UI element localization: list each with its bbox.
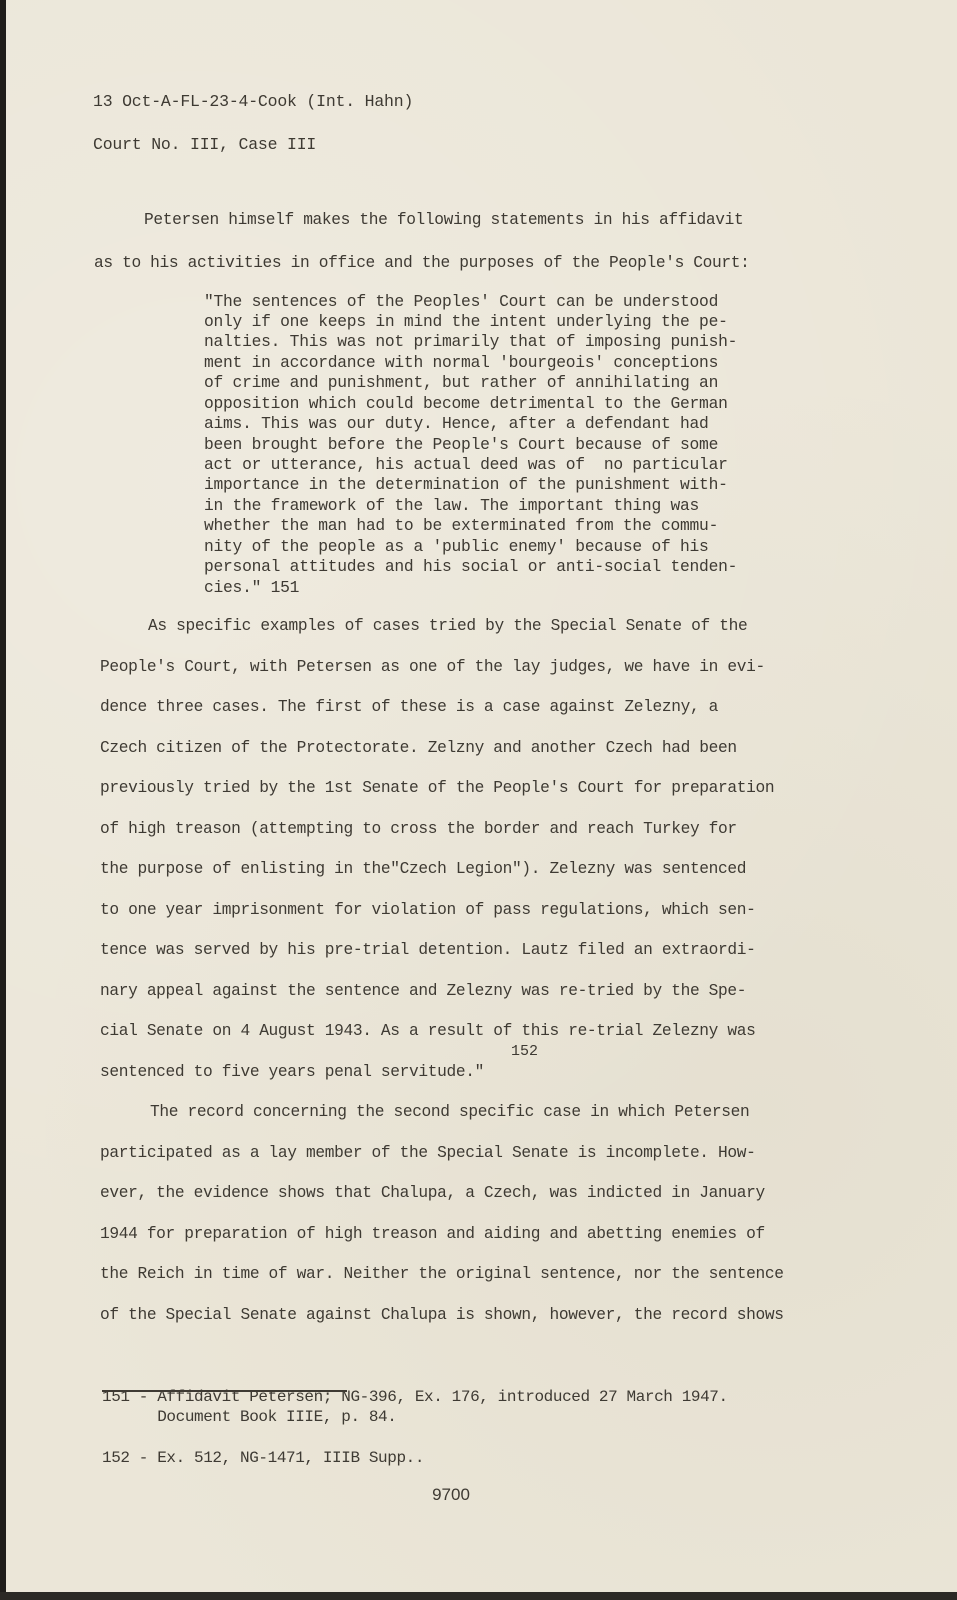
quote-line: cies." 151: [204, 578, 300, 597]
text-line: of high treason (attempting to cross the border and reach Turkey for: [100, 820, 737, 838]
text-line: cial Senate on 4 August 1943. As a result of this re-trial Zelezny was: [100, 1022, 756, 1040]
text-line: tence was served by his pre-trial detention. Lautz filed an extraordi-: [100, 941, 756, 959]
text-line: People's Court, with Petersen as one of the lay judges, we have in evi-: [100, 658, 765, 676]
footnote-reference-152: 152: [511, 1043, 539, 1060]
text-line: dence three cases. The first of these is a case against Zelezny, a: [100, 698, 719, 716]
quote-line: nalties. This was not primarily that of imposing punish-: [204, 332, 738, 351]
text-line: of the Special Senate against Chalupa is shown, however, the record shows: [100, 1306, 784, 1324]
text-line: the purpose of enlisting in the"Czech Legion"). Zelezny was sentenced: [100, 860, 747, 878]
quote-line: personal attitudes and his social or anti-social tenden-: [204, 557, 738, 576]
text-line: ever, the evidence shows that Chalupa, a Czech, was indicted in January: [100, 1184, 765, 1202]
footnote-line: Document Book IIIE, p. 84.: [102, 1408, 397, 1426]
footnote-line: 151 - Affidavit Petersen; NG-396, Ex. 176, introduced 27 March 1947.: [102, 1388, 728, 1406]
quote-line: importance in the determination of the punishment with-: [204, 475, 728, 494]
quote-line: in the framework of the law. The important thing was: [204, 496, 700, 515]
text-line: the Reich in time of war. Neither the original sentence, nor the sentence: [100, 1265, 784, 1283]
quote-line: ment in accordance with normal 'bourgeois' conceptions: [204, 353, 719, 372]
quote-line: act or utterance, his actual deed was of no particular: [204, 455, 728, 474]
text-line: Petersen himself makes the following statements in his affidavit: [144, 211, 744, 229]
document-reference: 13 Oct-A-FL-23-4-Cook (Int. Hahn): [93, 92, 414, 111]
text-line: previously tried by the 1st Senate of the People's Court for preparation: [100, 779, 775, 797]
court-case-label: Court No. III, Case III: [93, 135, 317, 154]
text-line: participated as a lay member of the Special Senate is incomplete. How-: [100, 1144, 756, 1162]
text-line: nary appeal against the sentence and Zelezny was re-tried by the Spe-: [100, 982, 747, 1000]
quote-line: opposition which could become detrimental to the German: [204, 394, 728, 413]
text-line: Czech citizen of the Protectorate. Zelzny and another Czech had been: [100, 739, 737, 757]
quote-line: nity of the people as a 'public enemy' because of his: [204, 537, 709, 556]
quote-line: of crime and punishment, but rather of annihilating an: [204, 373, 719, 392]
text-line: sentenced to five years penal servitude.": [100, 1063, 484, 1081]
text-line: as to his activities in office and the purposes of the People's Court:: [94, 254, 750, 272]
quote-line: whether the man had to be exterminated from the commu-: [204, 516, 719, 535]
document-page: [6, 0, 957, 1592]
page-number: 9700: [432, 1485, 470, 1504]
quote-line: been brought before the People's Court because of some: [204, 435, 719, 454]
text-line: The record concerning the second specific case in which Petersen: [150, 1103, 750, 1121]
scan-bottom-edge: [0, 1592, 957, 1600]
quote-line: aims. This was our duty. Hence, after a defendant had: [204, 414, 709, 433]
quote-line: "The sentences of the Peoples' Court can be understood: [204, 292, 719, 311]
text-line: 1944 for preparation of high treason and aiding and abetting enemies of: [100, 1225, 765, 1243]
text-line: to one year imprisonment for violation of pass regulations, which sen-: [100, 901, 756, 919]
quote-line: only if one keeps in mind the intent underlying the pe-: [204, 312, 728, 331]
text-line: As specific examples of cases tried by the Special Senate of the: [148, 617, 748, 635]
footnote-line: 152 - Ex. 512, NG-1471, IIIB Supp..: [102, 1449, 425, 1467]
